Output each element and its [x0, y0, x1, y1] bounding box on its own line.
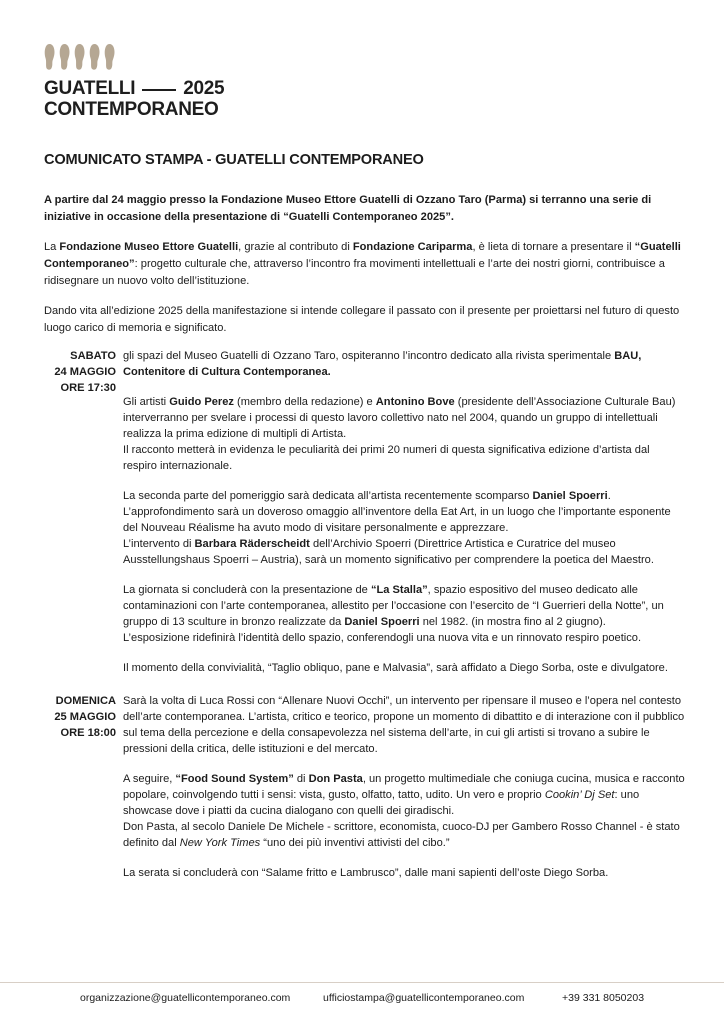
text-run: Gli artisti [123, 396, 170, 408]
event-day: SABATO [70, 350, 116, 362]
event-paragraph [123, 394, 685, 474]
intro-paragraph [44, 239, 682, 290]
text-run: “Guatelli Contemporaneo” [44, 241, 681, 270]
event-time: ORE 17:30 [60, 382, 116, 394]
logo-line-1 [44, 78, 224, 99]
text-run: Barbara Räderscheidt [194, 538, 310, 550]
text-run: nel 1982. (in mostra fino al 2 giugno). [419, 616, 606, 628]
text-run: gli spazi del Museo Guatelli di Ozzano Taro, ospiteranno l’incontro dedicato alla rivista sperimentale [123, 350, 615, 362]
event-body [123, 693, 685, 895]
text-run: Cookin’ Dj Set [544, 789, 615, 801]
text-run: Daniel Spoerri [532, 490, 608, 502]
text-run: (presidente dell’Associazione Culturale Bau) interverranno per svelare i processi di questo lavoro collettivo nato nel 2004, quando un gruppo di intellettuali realizza la prima edizione di multipli di Artista. [123, 396, 676, 440]
event-body [123, 348, 685, 690]
text-run: Il racconto metterà in evidenza le peculiarità dei primi 20 numeri di questa significativa edizione d’artista dal respiro internazionale. [123, 444, 650, 472]
text-run: (membro della redazione) e [233, 396, 376, 408]
text-run: Il momento della convivialità, “Taglio obliquo, pane e Malvasia”, sarà affidato a Diego Sorba, oste e divulgatore. [123, 662, 668, 674]
text-run: L’approfondimento sarà un doveroso omaggio all’inventore della Eat Art, in un luogo che l’importante esponente del Nouveau Réalisme ha avuto modo di visitare personalmente e apprezzare. [123, 506, 671, 534]
text-run: Sarà la volta di Luca Rossi con “Allenare Nuovi Occhi”, un intervento per ripensare il museo e l’opera nel contesto dell’arte contemporanea. L’artista, critico e teorico, propone un momento di dibattito e di interazione con il pubblico sul tema della percezione e della consapevolezza nel sistema dell’arte, in cui gli artisti si trovano a subire le pressioni della critica, delle istituzioni e del mercato. [123, 695, 685, 755]
text-run: “uno dei più inventivi attivisti del cibo.” [260, 837, 450, 849]
text-run: L’intervento di [123, 538, 195, 550]
text-run: , grazie al contributo di [238, 241, 353, 253]
logo-guatelli: GUATELLI [44, 78, 136, 99]
footprint-icon [74, 44, 85, 70]
event-paragraph [123, 771, 685, 851]
text-run: L’esposizione ridefinirà l’identità dello spazio, conferendogli una nuova vita e un rinnovato respiro poetico. [123, 632, 642, 644]
logo-line-2: CONTEMPORANEO [44, 99, 219, 120]
logo-year: 2025 [183, 78, 225, 99]
text-run: La giornata si concluderà con la presentazione de [123, 584, 371, 596]
footprint-icon [44, 44, 55, 70]
text-run: Guido Perez [169, 396, 234, 408]
event-date [44, 348, 116, 396]
text-run: dell’Archivio Spoerri (Direttrice Artistica e Curatrice del museo Ausstellungshaus Spoerri – Austria), sarà un momento significativo per comprendere la poetica del Maestro. [123, 538, 654, 566]
event-paragraph [123, 488, 685, 568]
text-run: . [607, 490, 611, 502]
intro [44, 192, 682, 350]
event-paragraph [123, 865, 685, 881]
text-run: : progetto culturale che, attraverso l’incontro fra movimenti intellettuali e l’arte dei nostri giorni, contribuisce a ridisegnare un nuovo volto dell’istituzione. [44, 258, 665, 287]
text-run: “La Stalla” [370, 584, 428, 596]
text-run: Fondazione Cariparma [352, 241, 473, 253]
text-run: , è lieta di tornare a presentare il [472, 241, 635, 253]
event-date [44, 693, 116, 741]
footer-email-organizzazione[interactable]: organizzazione@guatellicontemporaneo.com [80, 992, 291, 1004]
text-run: La serata si concluderà con “Salame fritto e Lambrusco”, dalle mani sapienti dell’oste Diego Sorba. [123, 867, 609, 879]
event-date-line: 24 MAGGIO [54, 366, 116, 378]
text-run: La seconda parte del pomeriggio sarà dedicata all’artista recentemente scomparso [123, 490, 533, 502]
text-run: , spazio espositivo del museo dedicato alle contaminazioni con l’arte contemporanea, allestito per l’occasione con l’esercito de “I Guerrieri della Notte”, un gruppo di 13 sculture in bronzo realizzate da [123, 584, 664, 628]
text-run: Fondazione Museo Ettore Guatelli [59, 241, 239, 253]
text-run: Don Pasta [308, 773, 363, 785]
footprint-icon [89, 44, 100, 70]
text-run: : uno showcase dove i piatti da cucina dialogano con quelli dei giradischi. [123, 789, 640, 817]
footprint-icon [104, 44, 115, 70]
event-day: DOMENICA [55, 695, 116, 707]
footer-phone: +39 331 8050203 [562, 992, 645, 1004]
text-run: BAU, Contenitore di Cultura Contemporanea. [123, 350, 642, 378]
page-title: COMUNICATO STAMPA - GUATELLI CONTEMPORANEO [44, 152, 424, 168]
text-run: New York Times [179, 837, 261, 849]
text-run: Daniel Spoerri [344, 616, 420, 628]
event-date-line: 25 MAGGIO [54, 711, 116, 723]
text-run: A seguire, [123, 773, 176, 785]
event-paragraph [123, 348, 685, 380]
text-run: “Food Sound System” [175, 773, 294, 785]
event-paragraph [123, 660, 685, 676]
logo [44, 44, 224, 120]
intro-lead: A partire dal 24 maggio presso la Fondazione Museo Ettore Guatelli di Ozzano Taro (Parma) si terranno una serie di iniziative in occasione della presentazione di “Guatelli Contemporaneo 2025”. [44, 194, 652, 223]
event-paragraph [123, 693, 685, 757]
event-paragraph [123, 582, 685, 646]
footprints-icon [44, 44, 224, 70]
footer-divider [0, 982, 724, 983]
text-run: La [44, 241, 60, 253]
footer-email-ufficiostampa[interactable]: ufficiostampa@guatellicontemporaneo.com [323, 992, 525, 1004]
text-run: , un progetto multimediale che coniuga cucina, musica e racconto popolare, coinvolgendo tutti i sensi: vista, gusto, olfatto, tatto, udito. Un vero e proprio [123, 773, 685, 801]
logo-dash [142, 89, 176, 91]
event-time: ORE 18:00 [60, 727, 116, 739]
text-run: di [293, 773, 309, 785]
intro-paragraph: Dando vita all’edizione 2025 della manifestazione si intende collegare il passato con il presente per proiettarsi nel futuro di questo luogo carico di memoria e significato. [44, 305, 680, 334]
text-run: Don Pasta, al secolo Daniele De Michele - scrittore, economista, cuoco-DJ per Gambero Rosso Channel - è stato definito dal [123, 821, 680, 849]
footprint-icon [59, 44, 70, 70]
text-run: Antonino Bove [375, 396, 455, 408]
